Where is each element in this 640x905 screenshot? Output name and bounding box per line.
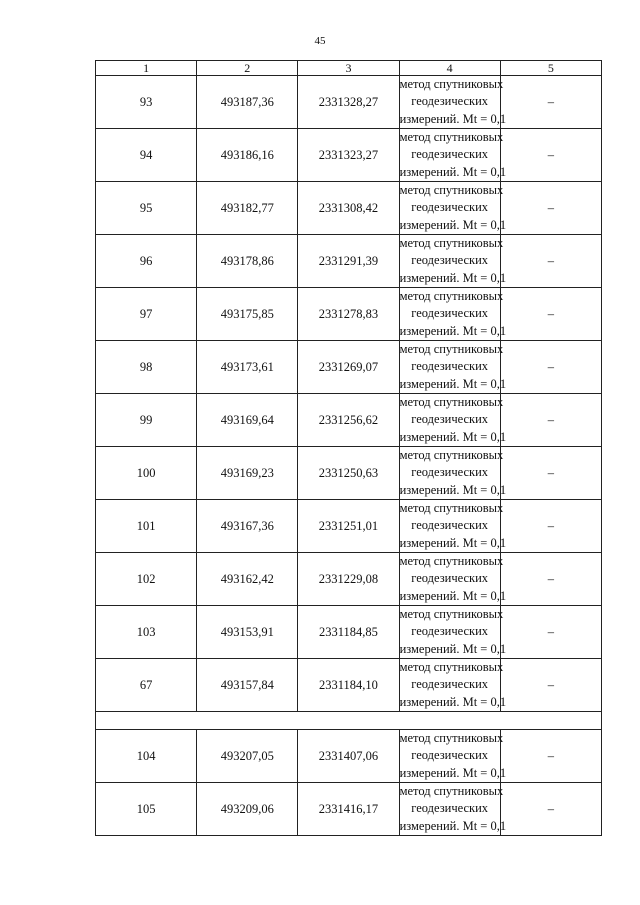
col5-value: – <box>500 500 601 553</box>
coordinate-y: 2331184,10 <box>298 659 399 712</box>
method-line-3: измерений. Mt = 0,1 <box>399 164 507 179</box>
col5-value: – <box>500 659 601 712</box>
method-line-2: геодезических <box>411 571 489 586</box>
method-line-2: геодезических <box>411 253 489 268</box>
method-line-1: метод спутниковых <box>399 448 504 463</box>
col5-value: – <box>500 341 601 394</box>
coordinate-y: 2331291,39 <box>298 235 399 288</box>
table-row <box>96 288 602 341</box>
header-col-3: 3 <box>298 61 399 76</box>
method-line-1: метод спутниковых <box>399 236 504 251</box>
col5-value: – <box>500 447 601 500</box>
method-line-2: геодезических <box>411 677 489 692</box>
page-number: 45 <box>314 35 326 47</box>
table-row <box>96 235 602 288</box>
table-row <box>96 129 602 182</box>
table-body <box>96 76 602 836</box>
point-number: 101 <box>96 500 197 553</box>
method-line-3: измерений. Mt = 0,1 <box>399 818 507 833</box>
coordinate-x: 493175,85 <box>197 288 298 341</box>
coordinate-x: 493169,64 <box>197 394 298 447</box>
method-line-3: измерений. Mt = 0,1 <box>399 111 507 126</box>
coordinate-x: 493157,84 <box>197 659 298 712</box>
method-line-3: измерений. Mt = 0,1 <box>399 535 507 550</box>
coordinate-x: 493167,36 <box>197 500 298 553</box>
table-row <box>96 500 602 553</box>
method-line-1: метод спутниковых <box>399 183 504 198</box>
method-line-3: измерений. Mt = 0,1 <box>399 641 507 656</box>
coordinate-x: 493186,16 <box>197 129 298 182</box>
col5-value: – <box>500 235 601 288</box>
point-number: 95 <box>96 182 197 235</box>
coordinate-x: 493169,23 <box>197 447 298 500</box>
separator-row <box>96 712 602 730</box>
method-line-2: геодезических <box>411 359 489 374</box>
method-line-3: измерений. Mt = 0,1 <box>399 765 507 780</box>
header-col-5: 5 <box>500 61 601 76</box>
coordinate-y: 2331250,63 <box>298 447 399 500</box>
method-line-2: геодезических <box>411 518 489 533</box>
method-line-1: метод спутниковых <box>399 395 504 410</box>
coordinate-y: 2331269,07 <box>298 341 399 394</box>
method-cell <box>399 500 507 553</box>
point-number: 97 <box>96 288 197 341</box>
coordinate-y: 2331278,83 <box>298 288 399 341</box>
method-line-2: геодезических <box>411 748 489 763</box>
point-number: 94 <box>96 129 197 182</box>
point-number: 67 <box>96 659 197 712</box>
point-number: 96 <box>96 235 197 288</box>
method-line-3: измерений. Mt = 0,1 <box>399 270 507 285</box>
coordinates-table <box>95 60 602 836</box>
point-number: 100 <box>96 447 197 500</box>
method-line-3: измерений. Mt = 0,1 <box>399 376 507 391</box>
coordinate-x: 493209,06 <box>197 783 298 836</box>
header-col-2: 2 <box>197 61 298 76</box>
method-cell <box>399 730 507 783</box>
coordinate-y: 2331256,62 <box>298 394 399 447</box>
table-row <box>96 341 602 394</box>
col5-value: – <box>500 288 601 341</box>
col5-value: – <box>500 129 601 182</box>
table-row <box>96 730 602 783</box>
method-cell <box>399 606 507 659</box>
method-cell <box>399 76 507 129</box>
method-cell <box>399 288 507 341</box>
method-line-2: геодезических <box>411 200 489 215</box>
method-line-1: метод спутниковых <box>399 289 504 304</box>
method-line-3: измерений. Mt = 0,1 <box>399 694 507 709</box>
method-line-3: измерений. Mt = 0,1 <box>399 323 507 338</box>
method-line-2: геодезических <box>411 465 489 480</box>
coordinate-y: 2331251,01 <box>298 500 399 553</box>
coordinate-y: 2331308,42 <box>298 182 399 235</box>
point-number: 102 <box>96 553 197 606</box>
method-line-2: геодезических <box>411 624 489 639</box>
col5-value: – <box>500 783 601 836</box>
coordinate-x: 493182,77 <box>197 182 298 235</box>
method-cell <box>399 394 507 447</box>
coordinate-y: 2331229,08 <box>298 553 399 606</box>
col5-value: – <box>500 730 601 783</box>
coordinate-x: 493153,91 <box>197 606 298 659</box>
method-cell <box>399 235 507 288</box>
col5-value: – <box>500 394 601 447</box>
table-header-row <box>96 61 602 76</box>
header-col-4: 4 <box>399 61 500 76</box>
col5-value: – <box>500 182 601 235</box>
point-number: 104 <box>96 730 197 783</box>
method-cell <box>399 553 507 606</box>
method-line-1: метод спутниковых <box>399 501 504 516</box>
method-line-1: метод спутниковых <box>399 77 504 92</box>
table-row <box>96 447 602 500</box>
col5-value: – <box>500 553 601 606</box>
table-row <box>96 606 602 659</box>
coordinate-x: 493173,61 <box>197 341 298 394</box>
coordinate-y: 2331328,27 <box>298 76 399 129</box>
coordinate-y: 2331407,06 <box>298 730 399 783</box>
method-line-2: геодезических <box>411 147 489 162</box>
method-cell <box>399 783 507 836</box>
table-row <box>96 659 602 712</box>
method-cell <box>399 182 507 235</box>
method-line-1: метод спутниковых <box>399 731 504 746</box>
coordinate-y: 2331416,17 <box>298 783 399 836</box>
method-line-1: метод спутниковых <box>399 607 504 622</box>
separator-cell <box>96 712 602 730</box>
method-cell <box>399 341 507 394</box>
point-number: 93 <box>96 76 197 129</box>
coordinate-y: 2331184,85 <box>298 606 399 659</box>
table-row <box>96 783 602 836</box>
method-cell <box>399 129 507 182</box>
point-number: 98 <box>96 341 197 394</box>
method-line-2: геодезических <box>411 801 489 816</box>
method-line-2: геодезических <box>411 306 489 321</box>
col5-value: – <box>500 76 601 129</box>
method-cell <box>399 659 507 712</box>
coordinate-x: 493207,05 <box>197 730 298 783</box>
method-line-2: геодезических <box>411 94 489 109</box>
method-line-3: измерений. Mt = 0,1 <box>399 482 507 497</box>
method-line-1: метод спутниковых <box>399 342 504 357</box>
table-row <box>96 76 602 129</box>
coordinate-y: 2331323,27 <box>298 129 399 182</box>
method-line-1: метод спутниковых <box>399 554 504 569</box>
coordinate-x: 493162,42 <box>197 553 298 606</box>
method-line-3: измерений. Mt = 0,1 <box>399 217 507 232</box>
method-line-1: метод спутниковых <box>399 660 504 675</box>
table-row <box>96 394 602 447</box>
coordinate-x: 493178,86 <box>197 235 298 288</box>
point-number: 103 <box>96 606 197 659</box>
point-number: 105 <box>96 783 197 836</box>
table-row <box>96 553 602 606</box>
coordinate-x: 493187,36 <box>197 76 298 129</box>
point-number: 99 <box>96 394 197 447</box>
method-line-1: метод спутниковых <box>399 784 504 799</box>
header-col-1: 1 <box>96 61 197 76</box>
method-line-1: метод спутниковых <box>399 130 504 145</box>
method-cell <box>399 447 507 500</box>
table-row <box>96 182 602 235</box>
col5-value: – <box>500 606 601 659</box>
method-line-3: измерений. Mt = 0,1 <box>399 588 507 603</box>
method-line-3: измерений. Mt = 0,1 <box>399 429 507 444</box>
method-line-2: геодезических <box>411 412 489 427</box>
